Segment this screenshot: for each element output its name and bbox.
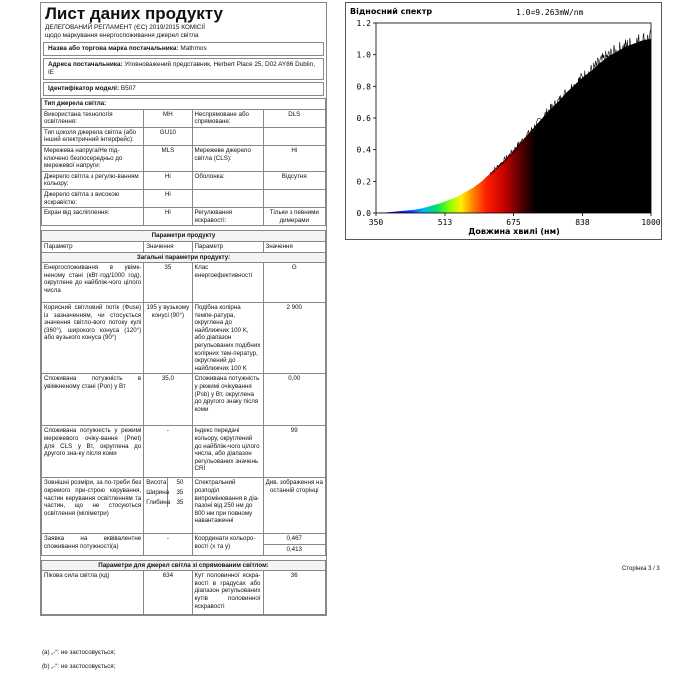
peak-intensity-label: Пікова сила світла (кд): [42, 571, 144, 615]
equivalent-power-label: Заявка на еквівалентне споживання потужності(а): [42, 534, 144, 555]
regulation-line-1: ДЕЛЕГОВАНИЙ РЕГЛАМЕНТ (ЄС) 2019/2015 КОМІСІЇ: [45, 24, 206, 31]
table-row: [42, 478, 326, 534]
dimension-value: 35: [168, 498, 192, 508]
cell-value: Тільки з певними димерами: [263, 208, 326, 226]
model-label: Ідентифікатор моделі:: [48, 85, 120, 92]
dimension-name: Висота: [146, 479, 167, 487]
cell-value: MLS: [144, 145, 192, 171]
footnote-b: (b) „-“: не застосовується;: [42, 663, 116, 670]
dimension-value: 50: [168, 478, 192, 488]
regulation-line-2: щодо маркування енергоспоживання джерел світла: [45, 32, 199, 39]
spectrum-chart: [346, 3, 661, 239]
cell-label: Індекс передачі кольору, округлений до найбліж-чого цілого числа, або діапазон регульованих значень CRI: [192, 426, 263, 478]
supplier-value: Mathmos: [180, 45, 207, 52]
x-axis: [369, 213, 661, 227]
y-tick-label: 0.4: [356, 145, 371, 155]
light-source-table: [41, 98, 326, 226]
model-box: [43, 82, 324, 96]
document-title: Лист даних продукту: [45, 4, 224, 23]
chromaticity-x: 0,467: [263, 534, 326, 545]
table-row: [42, 189, 326, 207]
cell-label: Регулювання яскравості:: [192, 208, 263, 226]
column-header-value: Значення: [263, 241, 326, 252]
x-tick-label: 1000: [641, 218, 661, 227]
x-tick-label: 838: [575, 218, 590, 227]
table-row: [42, 571, 326, 615]
cell-label: Тип цоколя джерела світла (або інший електричний інтерфейс):: [42, 127, 144, 145]
cell-label: [192, 189, 263, 207]
chart-annotation: 1.0=9.263mW/nm: [516, 8, 584, 17]
x-tick-label: 675: [506, 218, 521, 227]
x-axis-label: Довжина хвилі (нм): [468, 227, 560, 236]
cell-value: MH: [144, 109, 192, 127]
light-source-type-label: Тип джерела світла:: [42, 99, 326, 110]
chromaticity-y: 0,413: [263, 545, 326, 556]
chromaticity-label: Координати кольоро-вості (x та y): [192, 534, 263, 555]
cell-value: Ні: [144, 189, 192, 207]
cell-value: -: [144, 426, 192, 478]
directional-parameters-table: [41, 560, 326, 616]
table-row: [42, 426, 326, 478]
footnote-a: (a) „-“: не застосовується;: [42, 649, 116, 656]
y-tick-label: 1.2: [356, 19, 371, 28]
column-header-param: Параметр: [42, 241, 144, 252]
dimensions-table: [144, 478, 191, 507]
cell-value: Ні: [263, 145, 326, 171]
cell-value: Відсутня: [263, 171, 326, 189]
column-header-param: Параметр: [192, 241, 263, 252]
column-header-value: Значення: [144, 241, 192, 252]
cell-label: Джерело світла з регулю-ванням кольору:: [42, 171, 144, 189]
cell-value: 35: [144, 263, 192, 303]
general-parameters-title: Загальні параметри продукту:: [42, 252, 326, 263]
cell-value: 35,0: [144, 374, 192, 426]
y-axis: [357, 19, 376, 218]
dimension-value: 35: [168, 488, 192, 498]
table-row: [42, 145, 326, 171]
y-tick-label: 0.8: [356, 82, 371, 92]
model-value: B507: [120, 85, 136, 92]
cell-label: Споживана потужність у режимі очікування (Psb) у Вт, округлена до другого знаку після коми: [192, 374, 263, 426]
spectrum-area: [376, 39, 651, 213]
supplier-label: Назва або торгова марка постачальника:: [48, 45, 179, 52]
table-row: [42, 374, 326, 426]
x-tick-label: 513: [437, 218, 453, 227]
table-row: [42, 534, 326, 545]
table-row: [42, 109, 326, 127]
cell-value: 0,00: [263, 374, 326, 426]
table-row: [42, 208, 326, 226]
cell-label: Неспрямоване або спрямоване:: [192, 109, 263, 127]
beam-angle-label: Кут половинної яскра-вості в градусах або діапазон регульованих кутів половинної яскравості: [192, 571, 263, 615]
y-tick-label: 0.2: [356, 177, 371, 187]
dimension-name: Ширина: [146, 489, 170, 497]
cell-label: Споживана потужність у режимі мережевого очіку-вання (Pnet) для CLS у Вт, округлена до другого зна-ку після коми: [42, 426, 144, 478]
cell-label: Подібна колірна темпе-ратура, округлена до найближчих 100 K, або діапазон регульованих подібних колірних тем-ператур, округлений до найближчих 100 K: [192, 303, 263, 374]
spd-value: Див. зображення на останній сторінці: [263, 478, 326, 534]
y-tick-label: 0.6: [356, 114, 371, 123]
cell-label: Клас енергоефективності: [192, 263, 263, 303]
address-box: [43, 58, 324, 80]
chart-title: Відносний спектр: [350, 7, 433, 16]
cell-label: Корисний світловий потік (Фuse) із зазначенням, чи стосується значення світло-вого потоку кулі (360°), широкого конуса (120°) або вузького конуса (90°): [42, 303, 144, 374]
y-tick-label: 0.0: [356, 209, 371, 218]
cell-label: Оболонка:: [192, 171, 263, 189]
cell-value: 195 у вузькому конусі (90°): [144, 303, 192, 374]
spectrum-chart-frame: [345, 2, 662, 240]
cell-label: [192, 127, 263, 145]
cell-value: 2 900: [263, 303, 326, 374]
cell-value: Ні: [144, 171, 192, 189]
product-parameters-table: [41, 230, 326, 555]
equivalent-power-value: -: [144, 534, 192, 555]
y-tick-label: 1.0: [356, 50, 371, 60]
cell-label: Використана технологія освітлення:: [42, 109, 144, 127]
supplier-box: [43, 42, 324, 56]
dimensions-cell: [144, 478, 192, 534]
peak-intensity-value: 634: [144, 571, 192, 615]
cell-value: 99: [263, 426, 326, 478]
table-row: [42, 127, 326, 145]
parameters-section-title: Параметри продукту: [42, 231, 326, 242]
cell-label: Енергоспоживання в увімк-неному стані (кВт·год/1000 год), округлене до найбліж-чого цілого числа: [42, 263, 144, 303]
cell-value: Ні: [144, 208, 192, 226]
cell-value: G: [263, 263, 326, 303]
cell-value: [263, 127, 326, 145]
table-row: [144, 498, 191, 508]
footnotes: [42, 646, 115, 674]
product-data-sheet: [40, 2, 327, 616]
table-row: [42, 171, 326, 189]
dimension-name: Глибина: [146, 498, 171, 506]
cell-label: Мережеве джерело світла (CLS):: [192, 145, 263, 171]
spd-label: Спектральний розподіл випромінювання в діа-пазоні від 250 нм до 800 нм при повному навантаженні: [192, 478, 263, 534]
dimensions-label: Зовнішні розміри, за по-треби без окремого при-строю керування, частин керування освітленням та частин, що не стосуються освітлення (міліметри): [42, 478, 144, 534]
address-value: Уповноважений представник, Herbert Place 25, D02 AY86 Dublin, IE: [48, 61, 315, 76]
table-row: [42, 263, 326, 303]
cell-value: [263, 189, 326, 207]
cell-label: Споживана потужність в увімкненому стані (Pon) у Вт: [42, 374, 144, 426]
cell-value: DLS: [263, 109, 326, 127]
cell-label: Екран від засліплення:: [42, 208, 144, 226]
address-label: Адреса постачальника:: [48, 61, 123, 68]
table-row: [42, 303, 326, 374]
cell-label: Мережева напруга/Не під-ключено безпосередньо до мережевої напруги:: [42, 145, 144, 171]
beam-angle-value: 36: [263, 571, 326, 615]
cell-value: GU10: [144, 127, 192, 145]
x-tick-label: 350: [368, 218, 384, 227]
page-number: Сторінка 3 / 3: [622, 566, 660, 572]
table-row: [144, 488, 191, 498]
cell-label: Джерело світла з високою яскравістю:: [42, 189, 144, 207]
directional-section-title: Параметри для джерел світла зі спрямованим світлом:: [42, 560, 326, 571]
table-row: [144, 478, 191, 488]
